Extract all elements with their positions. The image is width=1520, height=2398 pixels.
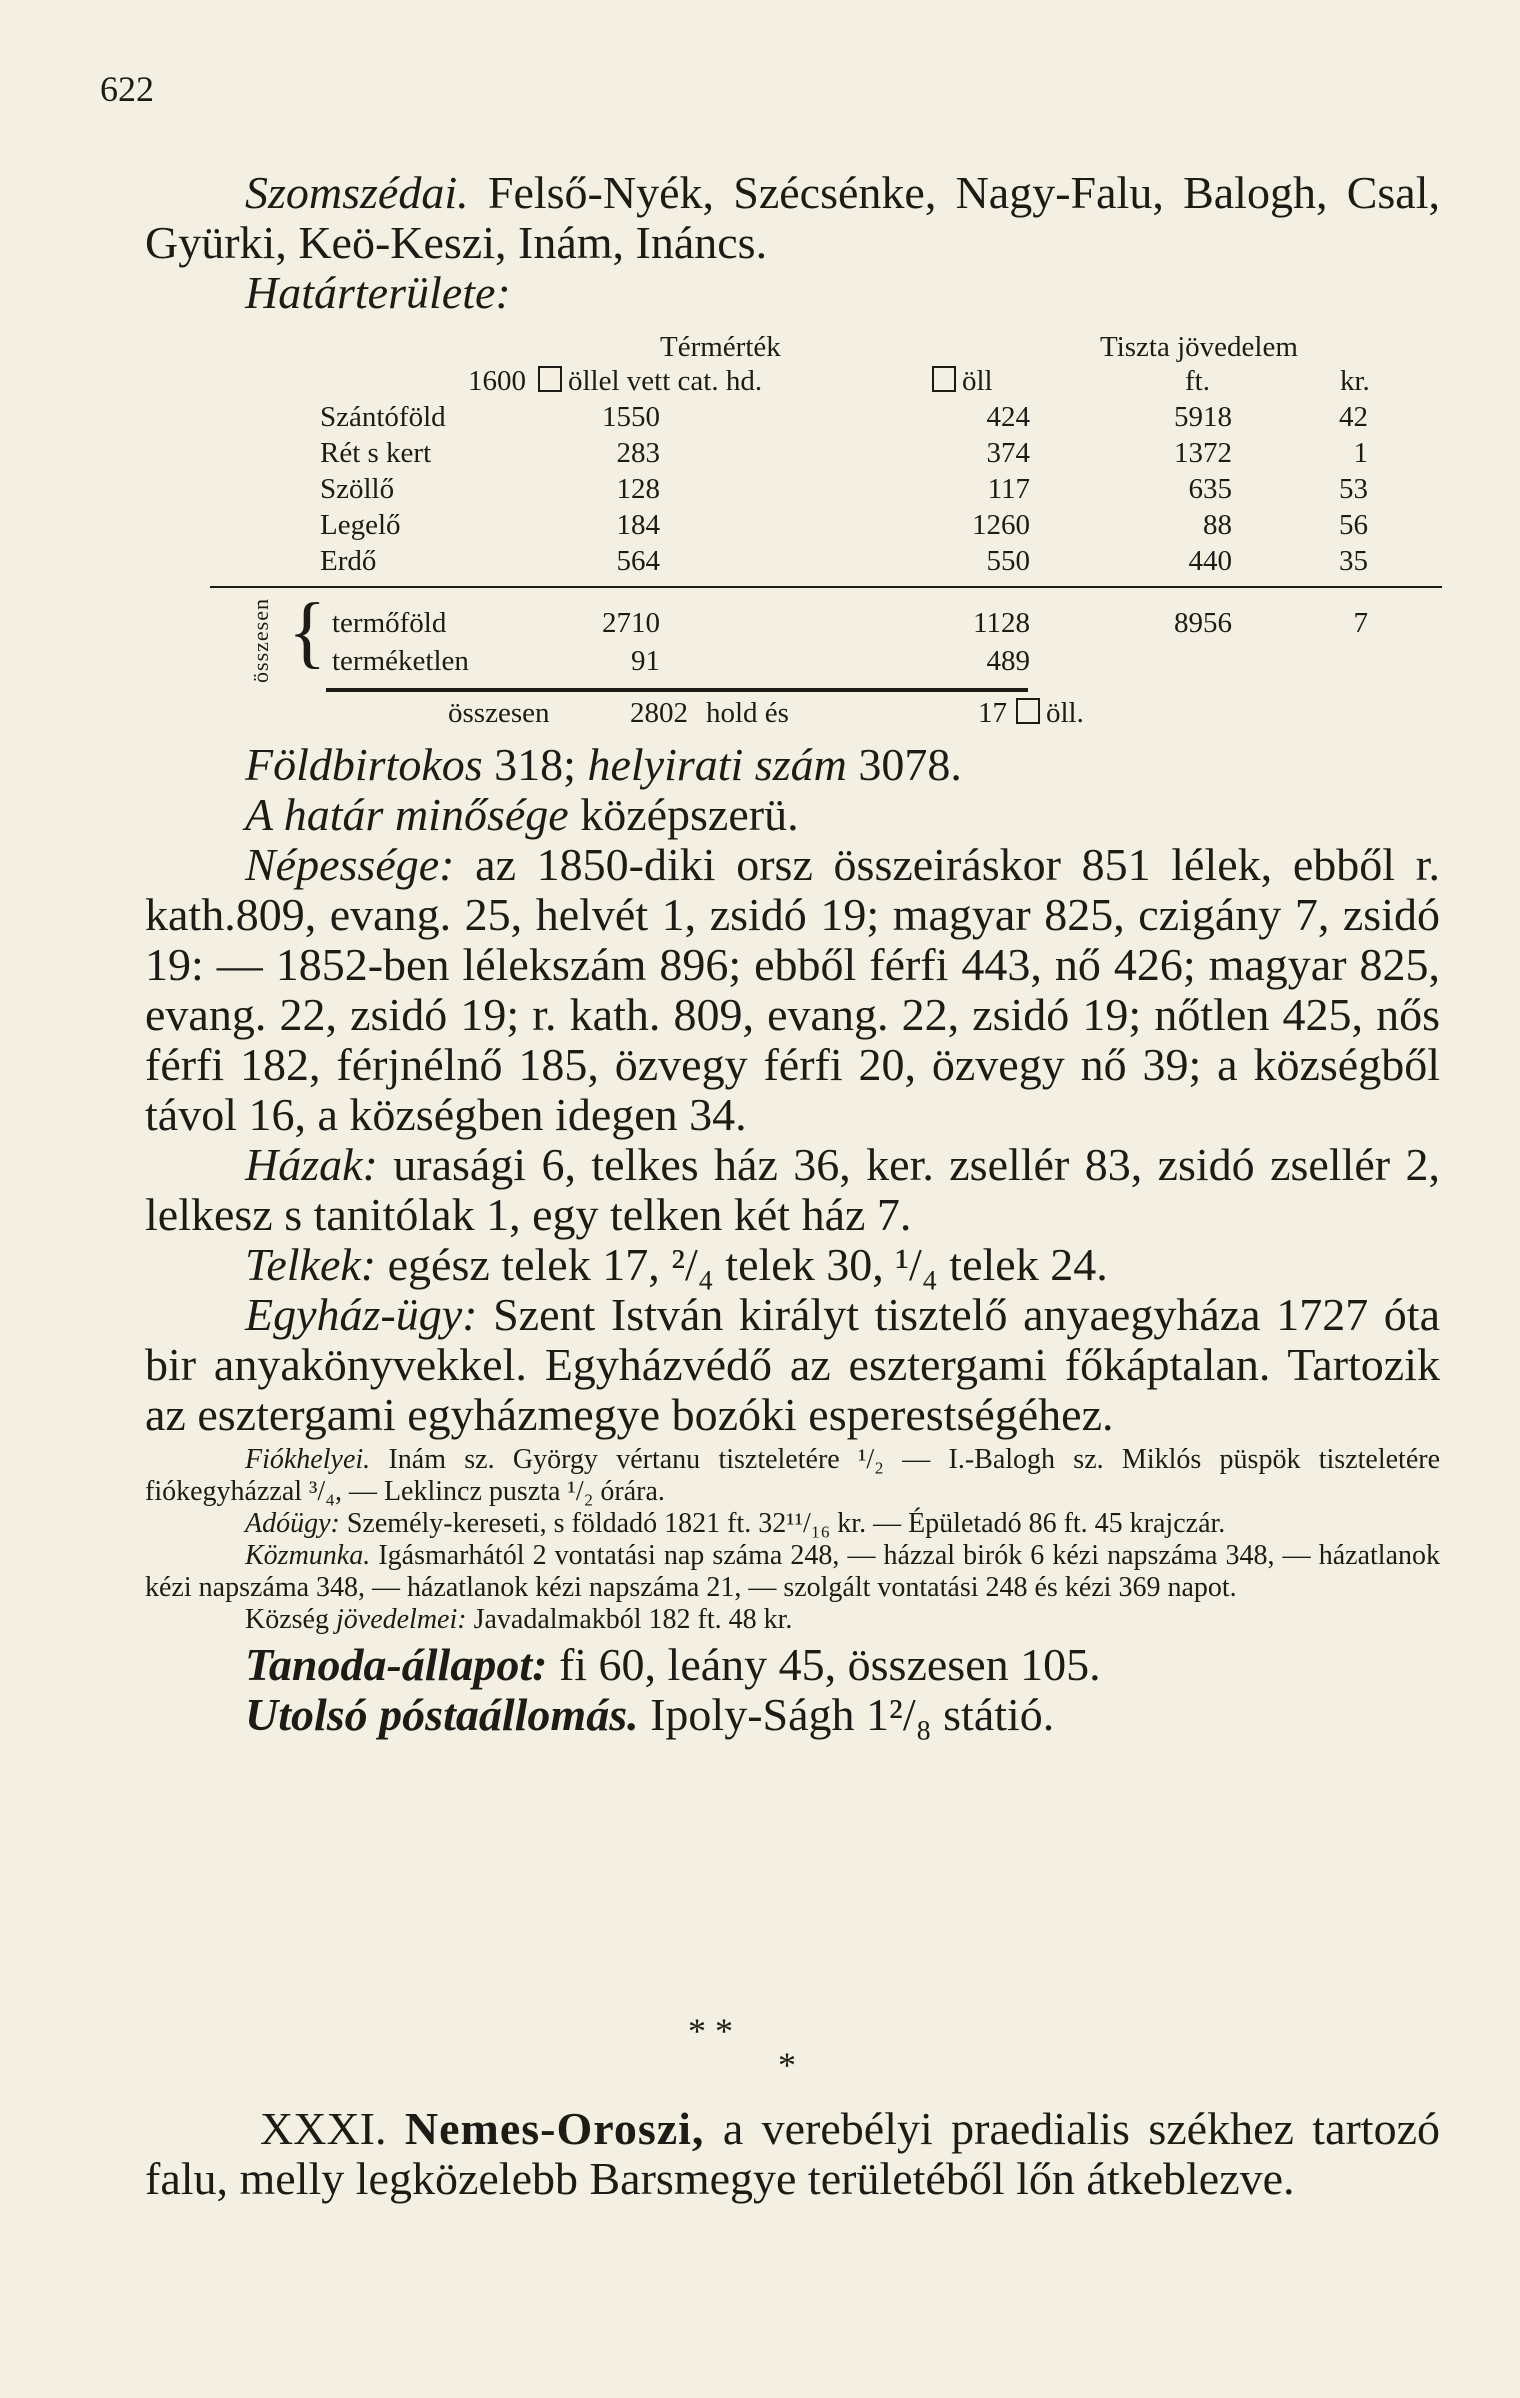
income-prefix: Község: [245, 1604, 336, 1635]
side-label: összesen: [248, 598, 273, 683]
header-oll: öll: [962, 365, 993, 397]
total-label: összesen: [448, 697, 550, 729]
header-ft: ft.: [1185, 365, 1210, 397]
boundary-heading: [145, 268, 1440, 318]
row-kr: 56: [1339, 509, 1368, 541]
row-name: Szöllő: [320, 473, 395, 505]
plots-text: egész telek 17, ²/₄ telek 30, ¹/₄ telek 24.: [376, 1239, 1108, 1290]
header-termertek: Térmérték: [660, 331, 781, 363]
row-oll: 374: [986, 437, 1030, 469]
owners-lead: Földbirtokos: [245, 739, 483, 790]
income-text: Javadalmakból 182 ft. 48 kr.: [466, 1604, 793, 1635]
row-oll: 117: [987, 473, 1030, 505]
houses-lead: Házak:: [245, 1139, 378, 1190]
boundary-lead: Határterülete:: [245, 267, 511, 318]
table-rule: [210, 586, 1442, 588]
tax-affairs: [145, 1508, 1440, 1540]
church-paragraph: [145, 1290, 1440, 1440]
population-lead: Népessége:: [245, 839, 455, 890]
total-unit: öll.: [1046, 697, 1084, 729]
population-text: az 1850-diki orsz összeiráskor 851 lélek, ebből r. kath.809, evang. 25, helvét 1, zsidó 19; magyar 825, czigány 7, zsidó 19: — 1852-ben lélekszám 896; ebből férfi 443, nő 426; magyar 825, evang. 22, zsidó 19; r. kath. 809, evang. 22, zsidó 19; nőtlen 425, nős férfi 182, férjnélnő 185, özvegy férfi 20, özvegy nő 39; a községből távol 16, a községben idegen 34.: [145, 839, 1440, 1140]
population-paragraph: [145, 840, 1440, 1140]
lot-number-lead: helyirati szám: [587, 739, 847, 790]
quality-paragraph: [145, 790, 1440, 840]
row-hd: 184: [616, 509, 660, 541]
row-kr: 53: [1339, 473, 1368, 505]
post-text: Ipoly-Ságh 1²/₈ státió.: [638, 1689, 1055, 1740]
post-paragraph: [145, 1690, 1440, 1740]
public-works: [145, 1540, 1440, 1604]
termofold-kr: 7: [1353, 607, 1368, 639]
row-hd: 283: [616, 437, 660, 469]
plots-paragraph: [145, 1240, 1440, 1290]
row-oll: 1260: [972, 509, 1030, 541]
next-village-text: a verebélyi praedialis székhez tartozó falu, melly legközelebb Barsmegye területéből lőn átkeblezve.: [145, 2103, 1441, 2204]
row-ft: 635: [1188, 473, 1232, 505]
page-number: 622: [100, 69, 154, 109]
termeketlen-name: terméketlen: [332, 645, 469, 677]
row-name: Erdő: [320, 545, 377, 577]
quality-lead: A határ minősége: [245, 789, 569, 840]
branch-churches: [145, 1444, 1440, 1508]
row-ft: 440: [1188, 545, 1232, 577]
lot-number-text: 3078.: [846, 739, 962, 790]
owners-paragraph: [145, 740, 1440, 790]
row-ft: 1372: [1174, 437, 1232, 469]
header-jovedelem: Tiszta jövedelem: [1100, 331, 1298, 363]
row-name: Szántóföld: [320, 401, 446, 433]
row-ft: 5918: [1174, 401, 1232, 433]
totals-rule: [326, 688, 1028, 692]
school-paragraph: [145, 1640, 1440, 1690]
total-hold: hold és: [706, 697, 789, 729]
row-kr: 35: [1339, 545, 1368, 577]
works-lead: Közmunka.: [245, 1540, 371, 1571]
header-1600: 1600: [468, 365, 526, 397]
next-village-number: XXXI.: [260, 2103, 387, 2154]
houses-paragraph: [145, 1140, 1440, 1240]
termofold-name: termőföld: [332, 607, 447, 639]
church-lead: Egyház-ügy:: [245, 1289, 478, 1340]
total-hd: 2802: [630, 697, 688, 729]
neighbors-paragraph: [145, 168, 1440, 268]
termeketlen-hd: 91: [631, 645, 660, 677]
row-name: Rét s kert: [320, 437, 432, 469]
row-hd: 128: [616, 473, 660, 505]
houses-text: urasági 6, telkes ház 36, ker. zsellér 83, zsidó zsellér 2, lelkesz s tanitólak 1, egy telken két ház 7.: [145, 1139, 1440, 1240]
row-oll: 550: [986, 545, 1030, 577]
village-income: [145, 1604, 1440, 1636]
income-lead: jövedelmei:: [335, 1604, 467, 1635]
square-icon: [538, 366, 562, 392]
next-village-paragraph: [145, 2104, 1440, 2204]
termofold-hd: 2710: [602, 607, 660, 639]
termofold-oll: 1128: [973, 607, 1030, 639]
separator-stars-top: * *: [688, 2011, 733, 2051]
works-text: Igásmarhától 2 vontatási nap száma 248, — házzal birók 6 kézi napszáma 348, — házatlanok kézi napszáma 348, — házatlanok kézi napszáma 21, — szolgált vontatási 248 és kézi 369 napot.: [145, 1540, 1440, 1603]
branch-lead: Fiókhelyei.: [245, 1444, 371, 1475]
row-oll: 424: [986, 401, 1030, 433]
row-hd: 564: [616, 545, 660, 577]
neighbors-text: Felső-Nyék, Szécsénke, Nagy-Falu, Balogh, Csal, Gyürki, Keö-Keszi, Inám, Ináncs.: [145, 167, 1440, 268]
tax-text: Személy-kereseti, s földadó 1821 ft. 32¹¹/₁₆ kr. — Épületadó 86 ft. 45 krajczár.: [339, 1508, 1226, 1539]
row-kr: 42: [1339, 401, 1368, 433]
branch-text: Inám sz. György vértanu tiszteletére ¹/₂ — I.-Balogh sz. Miklós püspök tiszteletére fiókegyházzal ³/₄, — Leklincz puszta ¹/₂ órára.: [145, 1444, 1440, 1507]
school-text: fi 60, leány 45, összesen 105.: [547, 1639, 1101, 1690]
square-icon: [1016, 698, 1040, 724]
brace-icon: {: [288, 588, 327, 676]
header-kr: kr.: [1340, 365, 1370, 397]
quality-text: középszerü.: [568, 789, 799, 840]
row-kr: 1: [1353, 437, 1368, 469]
header-ollel: öllel vett cat. hd.: [568, 365, 763, 397]
church-text: Szent István királyt tisztelő anyaegyháza 1727 óta bir anyakönyvekkel. Egyházvédő az esztergami főkáptalan. Tartozik az esztergami egyházmegye bozóki esperestségéhez.: [145, 1289, 1440, 1440]
section-next-village: [145, 2104, 1440, 2204]
plots-lead: Telkek:: [245, 1239, 377, 1290]
section-body: [145, 740, 1440, 1740]
separator-stars-bottom: *: [778, 2045, 796, 2085]
section-neighbors: [145, 168, 1440, 318]
post-lead: Utolsó póstaállomás.: [245, 1689, 639, 1740]
school-lead: Tanoda-állapot:: [245, 1639, 548, 1690]
next-village-name: Nemes-Oroszi,: [404, 2103, 705, 2154]
square-icon: [932, 366, 956, 392]
row-ft: 88: [1203, 509, 1232, 541]
owners-text: 318;: [482, 739, 588, 790]
neighbors-lead: Szomszédai.: [245, 167, 469, 218]
row-hd: 1550: [602, 401, 660, 433]
row-name: Legelő: [320, 509, 401, 541]
termeketlen-oll: 489: [986, 645, 1030, 677]
total-oll: 17: [978, 697, 1007, 729]
termofold-ft: 8956: [1174, 607, 1232, 639]
tax-lead: Adóügy:: [245, 1508, 340, 1539]
